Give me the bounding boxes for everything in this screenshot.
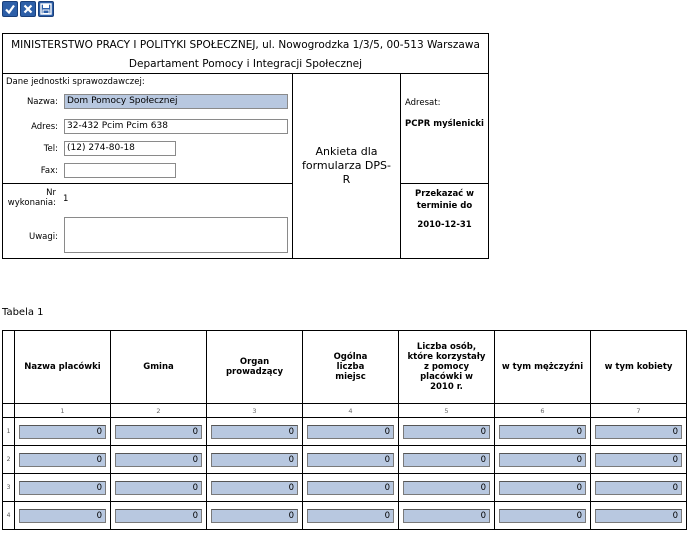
cancel-button[interactable] — [20, 1, 36, 17]
table-cell — [15, 446, 111, 474]
table-cell — [15, 502, 111, 530]
column-number: 1 — [15, 404, 111, 418]
table-row — [3, 446, 687, 474]
column-header — [111, 331, 207, 404]
row-index: 3 — [3, 474, 15, 502]
column-header — [15, 331, 111, 404]
column-header-label: Ogólna liczba miejsc — [333, 352, 368, 382]
ministry-heading — [3, 34, 488, 74]
value-input[interactable]: 0 — [499, 453, 586, 467]
table-cell — [399, 502, 495, 530]
value-input[interactable]: 0 — [499, 481, 586, 495]
column-header-label: Liczba osób, które korzystały z pomocy placówki w 2010 r. — [407, 342, 486, 392]
nazwa-row — [3, 94, 293, 112]
value-input[interactable]: 0 — [595, 509, 682, 523]
value-input[interactable]: 0 — [19, 481, 106, 495]
uwagi-textarea[interactable] — [64, 217, 288, 253]
value-input[interactable]: 0 — [211, 509, 298, 523]
table-cell — [207, 474, 303, 502]
table-cell — [303, 418, 399, 446]
ministry-address: MINISTERSTWO PRACY I POLITYKI SPOŁECZNEJ, ul. Nowogrodzka 1/3/5, 00-513 Warszawa — [11, 39, 480, 51]
deadline-value: 2010-12-31 — [417, 220, 472, 230]
column-number: 4 — [303, 404, 399, 418]
confirm-button[interactable] — [2, 1, 18, 17]
adresat-label: Adresat: — [405, 98, 441, 108]
deadline-cell — [401, 184, 488, 258]
column-header-label: w tym mężczyźni — [501, 362, 584, 372]
adres-field[interactable]: 32-432 Pcim Pcim 638 — [64, 119, 288, 134]
value-input[interactable]: 0 — [403, 453, 490, 467]
column-number: 3 — [207, 404, 303, 418]
value-input[interactable]: 0 — [307, 481, 394, 495]
adresat-value: PCPR myślenicki — [405, 119, 484, 129]
fax-row — [3, 163, 293, 181]
table-cell — [495, 418, 591, 446]
table-cell — [207, 446, 303, 474]
column-header — [303, 331, 399, 404]
execution-section — [3, 184, 293, 258]
form-title-cell — [293, 74, 401, 258]
tel-field[interactable]: (12) 274-80-18 — [64, 141, 176, 156]
value-input[interactable]: 0 — [307, 509, 394, 523]
table-cell — [495, 474, 591, 502]
value-input[interactable]: 0 — [403, 481, 490, 495]
table-cell — [303, 474, 399, 502]
column-number: 2 — [111, 404, 207, 418]
reporting-unit-section — [3, 74, 293, 184]
table-cell — [495, 502, 591, 530]
form-title: Ankieta dla formularza DPS-R — [301, 145, 391, 186]
save-button[interactable] — [38, 1, 54, 17]
table-cell — [591, 474, 687, 502]
value-input[interactable]: 0 — [595, 481, 682, 495]
table-title: Tabela 1 — [2, 307, 44, 318]
table-cell — [111, 502, 207, 530]
value-input[interactable]: 0 — [403, 509, 490, 523]
table-cell — [399, 446, 495, 474]
toolbar — [2, 1, 54, 17]
column-header — [591, 331, 687, 404]
column-number: 6 — [495, 404, 591, 418]
unit-caption: Dane jednostki sprawozdawczej: — [6, 77, 145, 87]
value-input[interactable]: 0 — [211, 425, 298, 439]
value-input[interactable]: 0 — [115, 481, 202, 495]
close-icon — [22, 3, 34, 15]
table-cell — [399, 474, 495, 502]
adres-label: Adres: — [31, 122, 58, 132]
table-row — [3, 418, 687, 446]
table-cell — [591, 446, 687, 474]
value-input[interactable]: 0 — [307, 425, 394, 439]
index-number-cell — [3, 404, 15, 418]
column-header-label: Organ prowadzący — [225, 357, 284, 377]
nr-label: Nr wykonania: — [7, 188, 56, 208]
department-name: Departament Pomocy i Integracji Społecznej — [128, 58, 363, 70]
column-number-row — [3, 404, 687, 418]
table-row — [3, 502, 687, 530]
table-cell — [111, 446, 207, 474]
table-cell — [207, 502, 303, 530]
data-table — [2, 330, 687, 530]
value-input[interactable]: 0 — [115, 425, 202, 439]
value-input[interactable]: 0 — [19, 425, 106, 439]
column-header — [495, 331, 591, 404]
table-cell — [15, 418, 111, 446]
uwagi-label: Uwagi: — [28, 232, 58, 242]
table-cell — [303, 446, 399, 474]
table-cell — [495, 446, 591, 474]
column-header — [207, 331, 303, 404]
value-input[interactable]: 0 — [115, 509, 202, 523]
fax-label: Fax: — [40, 166, 58, 176]
value-input[interactable]: 0 — [211, 481, 298, 495]
value-input[interactable]: 0 — [19, 453, 106, 467]
table-cell — [111, 418, 207, 446]
table-cell — [111, 474, 207, 502]
table-header-row — [3, 331, 687, 404]
row-index: 2 — [3, 446, 15, 474]
tel-row — [3, 141, 293, 159]
nazwa-label: Nazwa: — [26, 97, 58, 107]
value-input[interactable]: 0 — [115, 453, 202, 467]
column-header-label: Nazwa placówki — [24, 362, 101, 372]
value-input[interactable]: 0 — [499, 509, 586, 523]
table-cell — [591, 418, 687, 446]
table-cell — [399, 418, 495, 446]
table-row — [3, 474, 687, 502]
value-input[interactable]: 0 — [595, 425, 682, 439]
row-index: 4 — [3, 502, 15, 530]
save-icon — [40, 3, 52, 15]
column-number: 5 — [399, 404, 495, 418]
table-cell — [591, 502, 687, 530]
fax-field[interactable] — [64, 163, 176, 178]
value-input[interactable]: 0 — [499, 425, 586, 439]
report-header — [2, 33, 489, 259]
value-input[interactable]: 0 — [595, 453, 682, 467]
nr-value: 1 — [63, 194, 69, 204]
column-number: 7 — [591, 404, 687, 418]
column-header-label: Gmina — [143, 362, 174, 372]
value-input[interactable]: 0 — [403, 425, 490, 439]
value-input[interactable]: 0 — [307, 453, 394, 467]
nazwa-field[interactable]: Dom Pomocy Społecznej — [64, 94, 288, 109]
tel-label: Tel: — [43, 144, 58, 154]
check-icon — [4, 3, 16, 15]
row-index: 1 — [3, 418, 15, 446]
table-cell — [207, 418, 303, 446]
column-header-label: w tym kobiety — [604, 362, 673, 372]
index-header — [3, 331, 15, 404]
deadline-label: Przekazać w terminie do — [414, 189, 475, 211]
value-input[interactable]: 0 — [211, 453, 298, 467]
adres-row — [3, 119, 293, 137]
column-header — [399, 331, 495, 404]
value-input[interactable]: 0 — [19, 509, 106, 523]
adresat-cell — [401, 74, 488, 184]
table-cell — [303, 502, 399, 530]
table-cell — [15, 474, 111, 502]
